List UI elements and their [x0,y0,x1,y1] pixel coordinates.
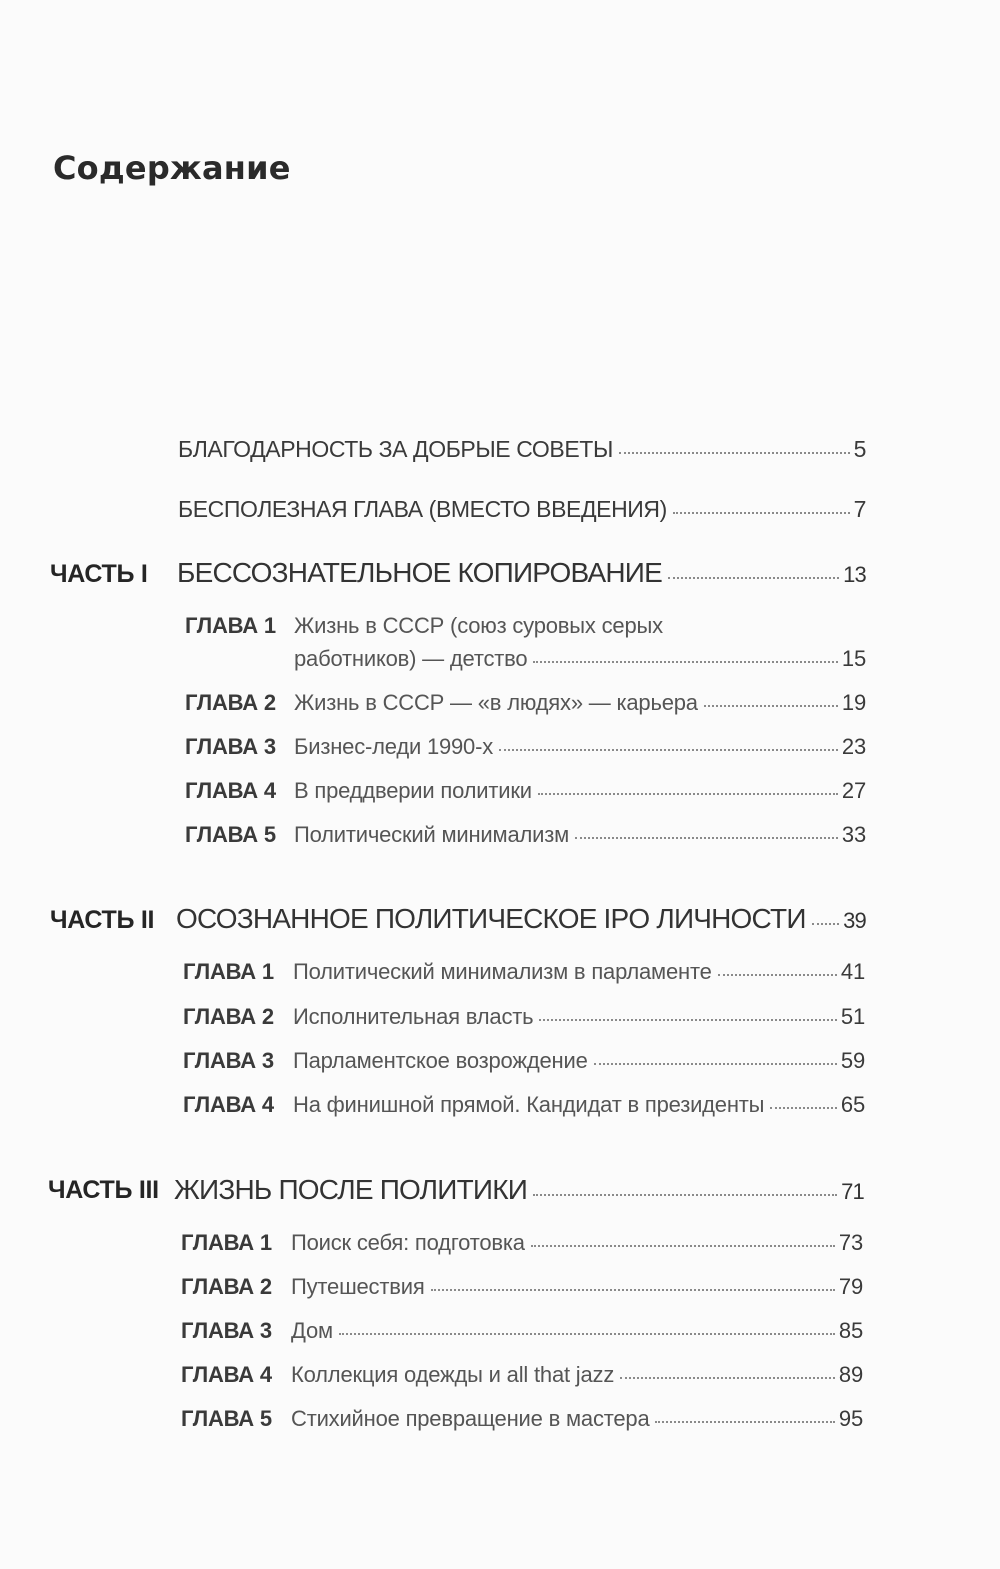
chapter-title: Исполнительная власть [293,1004,534,1029]
chapter-label: ГЛАВА 1 [181,1230,272,1255]
part-title: ЖИЗНЬ ПОСЛЕ ПОЛИТИКИ [174,1174,528,1205]
page-number: 27 [841,778,866,803]
dot-leader [538,793,838,795]
page-title: Содержание [53,149,291,188]
chapter-title: Путешествия [291,1274,425,1299]
page-number: 59 [840,1048,865,1073]
toc-chapter-1-3[interactable] [294,734,866,760]
chapter-label: ГЛАВА 4 [183,1092,274,1117]
page-number: 23 [841,734,866,759]
chapter-label: ГЛАВА 4 [185,778,276,803]
chapter-title: работников) — детство [294,646,528,671]
chapter-label: ГЛАВА 5 [185,822,276,847]
chapter-title: Жизнь в СССР — «в людях» — карьера [294,690,698,715]
chapter-title: Бизнес-леди 1990-х [294,734,494,759]
toc-part-2[interactable] [176,903,866,935]
page-number: 95 [838,1406,863,1431]
page-number: 73 [838,1230,863,1255]
toc-chapter-2-4[interactable] [293,1092,865,1118]
dot-leader [533,661,838,663]
page-number: 19 [841,690,866,715]
dot-leader [704,705,838,707]
chapter-title: На финишной прямой. Кандидат в президенты [293,1092,765,1117]
toc-part-3[interactable] [174,1174,864,1206]
chapter-label: ГЛАВА 3 [183,1048,274,1073]
toc-entry-acknowledgements[interactable] [178,436,866,463]
dot-leader [339,1333,835,1335]
page-number: 15 [841,646,866,671]
chapter-title: Политический минимализм в парламенте [293,959,712,984]
part-label: ЧАСТЬ II [50,906,155,934]
chapter-title: Поиск себя: подготовка [291,1230,525,1255]
chapter-title: Дом [291,1318,333,1343]
toc-chapter-3-3[interactable] [291,1318,863,1344]
dot-leader [718,974,837,976]
toc-chapter-3-1[interactable] [291,1230,863,1256]
page-number: 33 [841,822,866,847]
toc-chapter-1-1[interactable] [294,646,866,672]
dot-leader [499,749,838,751]
dot-leader [619,452,850,454]
chapter-label: ГЛАВА 2 [183,1004,274,1029]
dot-leader [575,837,838,839]
page-number: 5 [853,436,866,462]
toc-chapter-1-4[interactable] [294,778,866,804]
dot-leader [531,1245,835,1247]
dot-leader [770,1107,837,1109]
page-number: 51 [840,1004,865,1029]
part-title: ОСОЗНАННОЕ ПОЛИТИЧЕСКОЕ IPO ЛИЧНОСТИ [176,903,806,934]
page-number: 89 [838,1362,863,1387]
toc-entry-title: БЕСПОЛЕЗНАЯ ГЛАВА (ВМЕСТО ВВЕДЕНИЯ) [178,496,667,522]
chapter-title: Стихийное превращение в мастера [291,1406,650,1431]
dot-leader [655,1421,834,1423]
toc-chapter-3-4[interactable] [291,1362,863,1388]
dot-leader [594,1063,837,1065]
page-number: 79 [838,1274,863,1299]
dot-leader [673,512,850,514]
dot-leader [620,1377,835,1379]
chapter-label: ГЛАВА 5 [181,1406,272,1431]
part-label: ЧАСТЬ I [50,560,148,588]
chapter-title: В преддверии политики [294,778,532,803]
chapter-label: ГЛАВА 4 [181,1362,272,1387]
chapter-label: ГЛАВА 2 [185,690,276,715]
chapter-label: ГЛАВА 1 [185,613,276,638]
toc-entry-introduction[interactable] [178,496,866,523]
chapter-title: Коллекция одежды и all that jazz [291,1362,615,1387]
page-number: 13 [843,562,866,587]
toc-chapter-3-5[interactable] [291,1406,863,1432]
toc-chapter-3-2[interactable] [291,1274,863,1300]
chapter-label: ГЛАВА 1 [183,959,274,984]
page-number: 41 [840,959,865,984]
chapter-title: Политический минимализм [294,822,570,847]
page-number: 65 [840,1092,865,1117]
toc-entry-title: БЛАГОДАРНОСТЬ ЗА ДОБРЫЕ СОВЕТЫ [178,436,613,462]
toc-chapter-1-5[interactable] [294,822,866,848]
toc-chapter-1-2[interactable] [294,690,866,716]
dot-leader [812,923,839,925]
page-number: 39 [843,908,866,933]
page-number: 85 [838,1318,863,1343]
dot-leader [539,1019,837,1021]
part-title: БЕССОЗНАТЕЛЬНОЕ КОПИРОВАНИЕ [177,557,662,588]
dot-leader [431,1289,835,1291]
page-number: 7 [853,496,866,522]
dot-leader [668,577,839,579]
toc-chapter-2-3[interactable] [293,1048,865,1074]
toc-chapter-2-1[interactable] [293,959,865,985]
toc-chapter-2-2[interactable] [293,1004,865,1030]
chapter-label: ГЛАВА 3 [185,734,276,759]
dot-leader [533,1194,837,1196]
chapter-title-line1[interactable]: Жизнь в СССР (союз суровых серых [294,613,663,638]
chapter-label: ГЛАВА 2 [181,1274,272,1299]
part-label: ЧАСТЬ III [48,1176,159,1204]
chapter-label: ГЛАВА 3 [181,1318,272,1343]
toc-part-1[interactable] [177,557,866,589]
page-number: 71 [841,1179,864,1204]
chapter-title: Парламентское возрождение [293,1048,588,1073]
